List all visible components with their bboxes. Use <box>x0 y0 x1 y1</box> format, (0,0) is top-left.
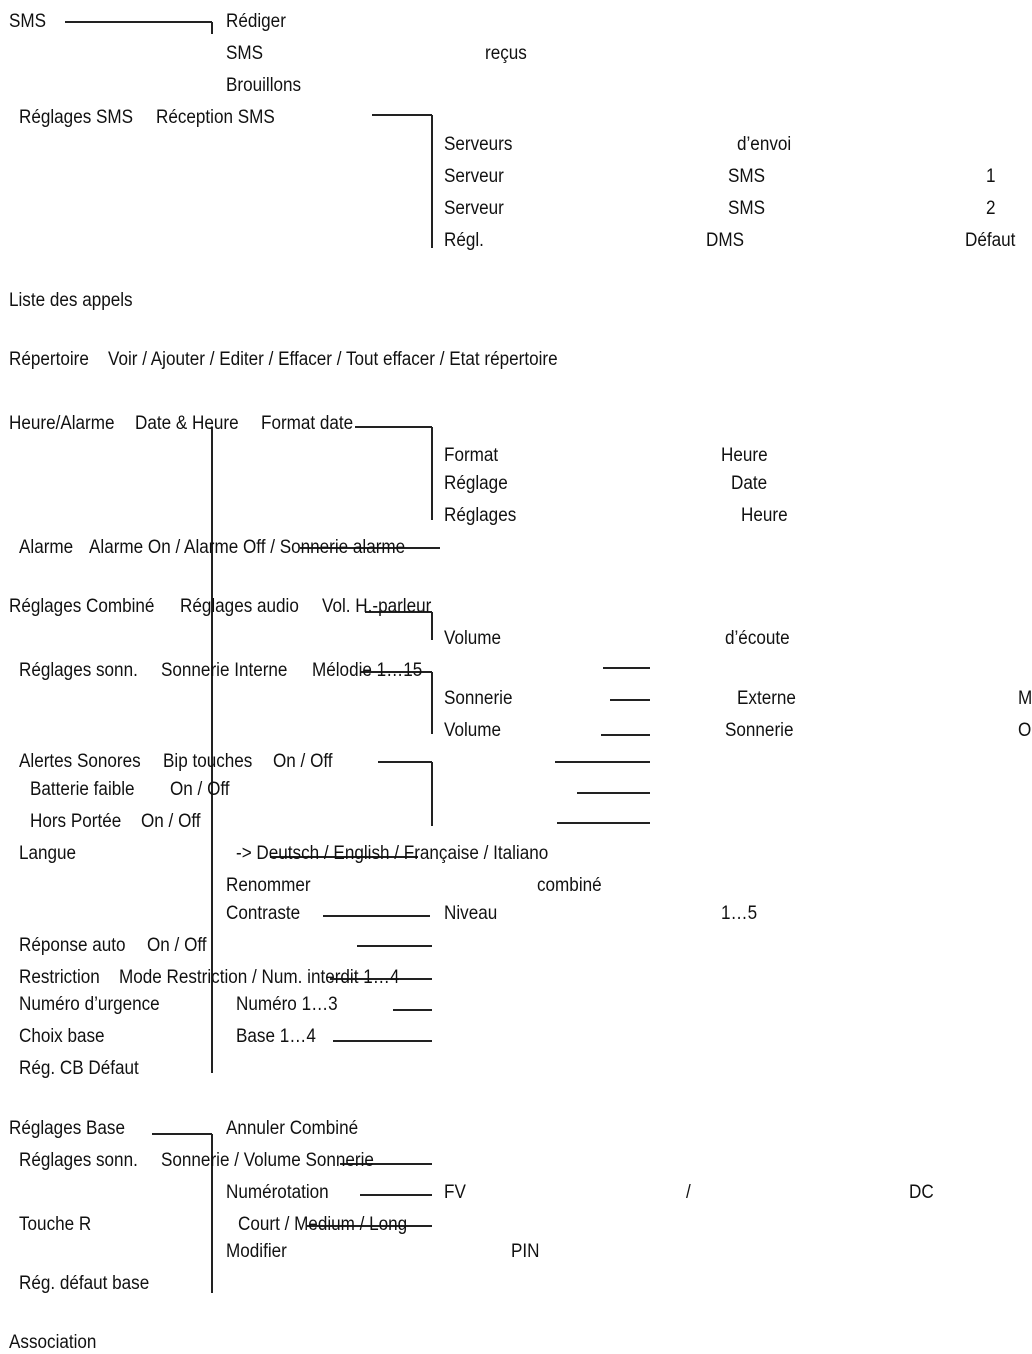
serveur-sms-1-word: SMS <box>728 166 766 187</box>
alarme-items: Alarme On / Alarme Off / Sonnerie alarme <box>89 537 406 558</box>
volume-ecoute-word: d’écoute <box>725 628 790 649</box>
regl-dms-label: Régl. <box>444 230 484 251</box>
sms-reception: Réception SMS <box>156 107 275 128</box>
reponse-auto: Réponse auto <box>19 935 126 956</box>
reglage-date-label: Réglage <box>444 473 508 494</box>
vol-hparleur: Vol. H.-parleur <box>322 596 432 617</box>
serveur-sms-1-number: 1 <box>986 166 996 187</box>
niveau-label: Niveau <box>444 903 498 924</box>
restriction: Restriction <box>19 967 100 988</box>
choix-base: Choix base <box>19 1026 105 1047</box>
restriction-items: Mode Restriction / Num. interdit 1…4 <box>119 967 400 988</box>
contraste: Contraste <box>226 903 301 924</box>
numerotation-fv: FV <box>444 1182 466 1203</box>
date-heure: Date & Heure <box>135 413 239 434</box>
touche-r: Touche R <box>19 1214 92 1235</box>
reg-defaut-base: Rég. défaut base <box>19 1273 150 1294</box>
sms-recus-word: reçus <box>485 43 527 64</box>
melodie: Mélodie 1…15 <box>312 660 423 681</box>
volume-sonnerie-cut: O <box>1018 720 1032 741</box>
sms-brouillons: Brouillons <box>226 75 302 96</box>
langue-items: -> Deutsch / English / Française / Italiano <box>236 843 549 864</box>
sms-recus-label: SMS <box>226 43 264 64</box>
association: Association <box>9 1332 97 1353</box>
base-reglages-sonn: Réglages sonn. <box>19 1150 138 1171</box>
alarme-label: Alarme <box>19 537 74 558</box>
regl-dms-word: DMS <box>706 230 745 251</box>
repertoire-menu: Répertoire <box>9 349 89 370</box>
volume-ecoute-label: Volume <box>444 628 502 649</box>
langue: Langue <box>19 843 77 864</box>
serveur-sms-2-label: Serveur <box>444 198 504 219</box>
niveau-value: 1…5 <box>721 903 758 924</box>
serveur-sms-2-word: SMS <box>728 198 766 219</box>
sonnerie-externe-cut: M <box>1018 688 1032 709</box>
serveur-sms-2-number: 2 <box>986 198 996 219</box>
reglage-date-word: Date <box>731 473 768 494</box>
modifier-pin: PIN <box>511 1241 540 1262</box>
volume-sonnerie-word: Sonnerie <box>725 720 794 741</box>
numerotation-dc: DC <box>909 1182 934 1203</box>
reponse-onoff: On / Off <box>147 935 207 956</box>
numero-urgence: Numéro d’urgence <box>19 994 160 1015</box>
bip-onoff: On / Off <box>273 751 333 772</box>
reglages-combine-menu: Réglages Combiné <box>9 596 155 617</box>
sonnerie-externe-word: Externe <box>737 688 796 709</box>
sms-reglages: Réglages SMS <box>19 107 134 128</box>
reglages-heure-word: Heure <box>741 505 788 526</box>
sonnerie-interne: Sonnerie Interne <box>161 660 288 681</box>
reglages-base-menu: Réglages Base <box>9 1118 125 1139</box>
renommer-word: combiné <box>537 875 602 896</box>
touche-r-items: Court / Medium / Long <box>238 1214 408 1235</box>
hors-onoff: On / Off <box>141 811 201 832</box>
reglages-sonn: Réglages sonn. <box>19 660 138 681</box>
serveurs-envoi-label: Serveurs <box>444 134 513 155</box>
format-heure-label: Format <box>444 445 499 466</box>
format-heure-word: Heure <box>721 445 768 466</box>
batterie-onoff: On / Off <box>170 779 230 800</box>
batterie-faible: Batterie faible <box>30 779 135 800</box>
volume-sonnerie-label: Volume <box>444 720 502 741</box>
repertoire-items: Voir / Ajouter / Editer / Effacer / Tout effacer / Etat répertoire <box>108 349 558 370</box>
numerotation: Numérotation <box>226 1182 329 1203</box>
reg-cb-defaut: Rég. CB Défaut <box>19 1058 139 1079</box>
reglages-heure-label: Réglages <box>444 505 517 526</box>
serveurs-envoi-word: d’envoi <box>737 134 792 155</box>
alertes-sonores: Alertes Sonores <box>19 751 141 772</box>
regl-dms-defaut: Défaut <box>965 230 1016 251</box>
numerotation-slash: / <box>686 1182 691 1203</box>
base-sonn-items: Sonnerie / Volume Sonnerie <box>161 1150 374 1171</box>
format-date: Format date <box>261 413 354 434</box>
modifier-label: Modifier <box>226 1241 287 1262</box>
sms-menu: SMS <box>9 11 47 32</box>
sms-rediger: Rédiger <box>226 11 286 32</box>
liste-appels: Liste des appels <box>9 290 133 311</box>
renommer-label: Renommer <box>226 875 311 896</box>
sonnerie-externe-label: Sonnerie <box>444 688 513 709</box>
hors-portee: Hors Portée <box>30 811 122 832</box>
choix-base-items: Base 1…4 <box>236 1026 316 1047</box>
bip-touches: Bip touches <box>163 751 253 772</box>
numero-urgence-items: Numéro 1…3 <box>236 994 338 1015</box>
heure-alarme-menu: Heure/Alarme <box>9 413 115 434</box>
reglages-audio: Réglages audio <box>180 596 299 617</box>
annuler-combine: Annuler Combiné <box>226 1118 359 1139</box>
serveur-sms-1-label: Serveur <box>444 166 504 187</box>
